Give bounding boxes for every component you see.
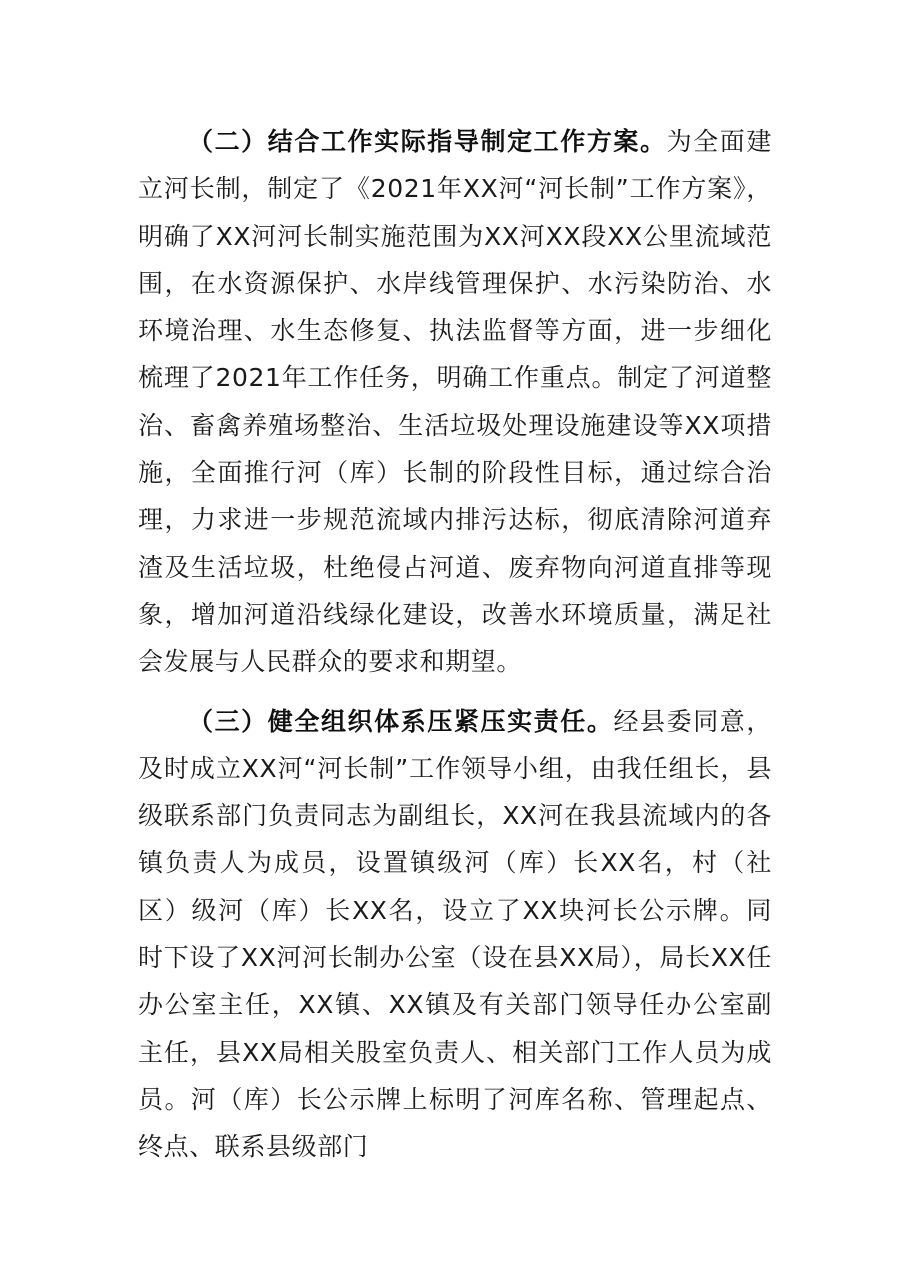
paragraph-2	[138, 118, 772, 686]
paragraph-3-body: 经县委同意，及时成立XX河“河长制”工作领导小组，由我任组长，县级联系部门负责同志为副组长，XX河在我县流域内的各镇负责人为成员，设置镇级河（库）长XX名，村（社区）级河（库）长XX名，设立了XX块河长公示牌。同时下设了XX河河长制办公室（设在县XX局），局长XX任办公室主任，XX镇、XX镇及有关部门领导任办公室副主任，县XX局相关股室负责人、相关部门工作人员为成员。河（库）长公示牌上标明了河库名称、管理起点、终点、联系县级部门	[138, 706, 772, 1162]
paragraph-3	[138, 698, 772, 1171]
section-heading-3: （三）健全组织体系压紧压实责任。	[188, 706, 614, 736]
paragraph-2-body: 为全面建立河长制，制定了《2021年XX河“河长制”工作方案》，明确了XX河河长制实施范围为XX河XX段XX公里流域范围，在水资源保护、水岸线管理保护、水污染防治、水环境治理、水生态修复、执法监督等方面，进一步细化梳理了2021年工作任务，明确工作重点。制定了河道整治、畜禽养殖场整治、生活垃圾处理设施建设等XX项措施，全面推行河（库）长制的阶段性目标，通过综合治理，力求进一步规范流域内排污达标，彻底清除河道弃渣及生活垃圾，杜绝侵占河道、废弃物向河道直排等现象，增加河道沿线绿化建设，改善水环境质量，满足社会发展与人民群众的要求和期望。	[138, 127, 772, 677]
section-heading-2: （二）结合工作实际指导制定工作方案。	[188, 127, 667, 156]
document-page	[138, 118, 772, 1171]
